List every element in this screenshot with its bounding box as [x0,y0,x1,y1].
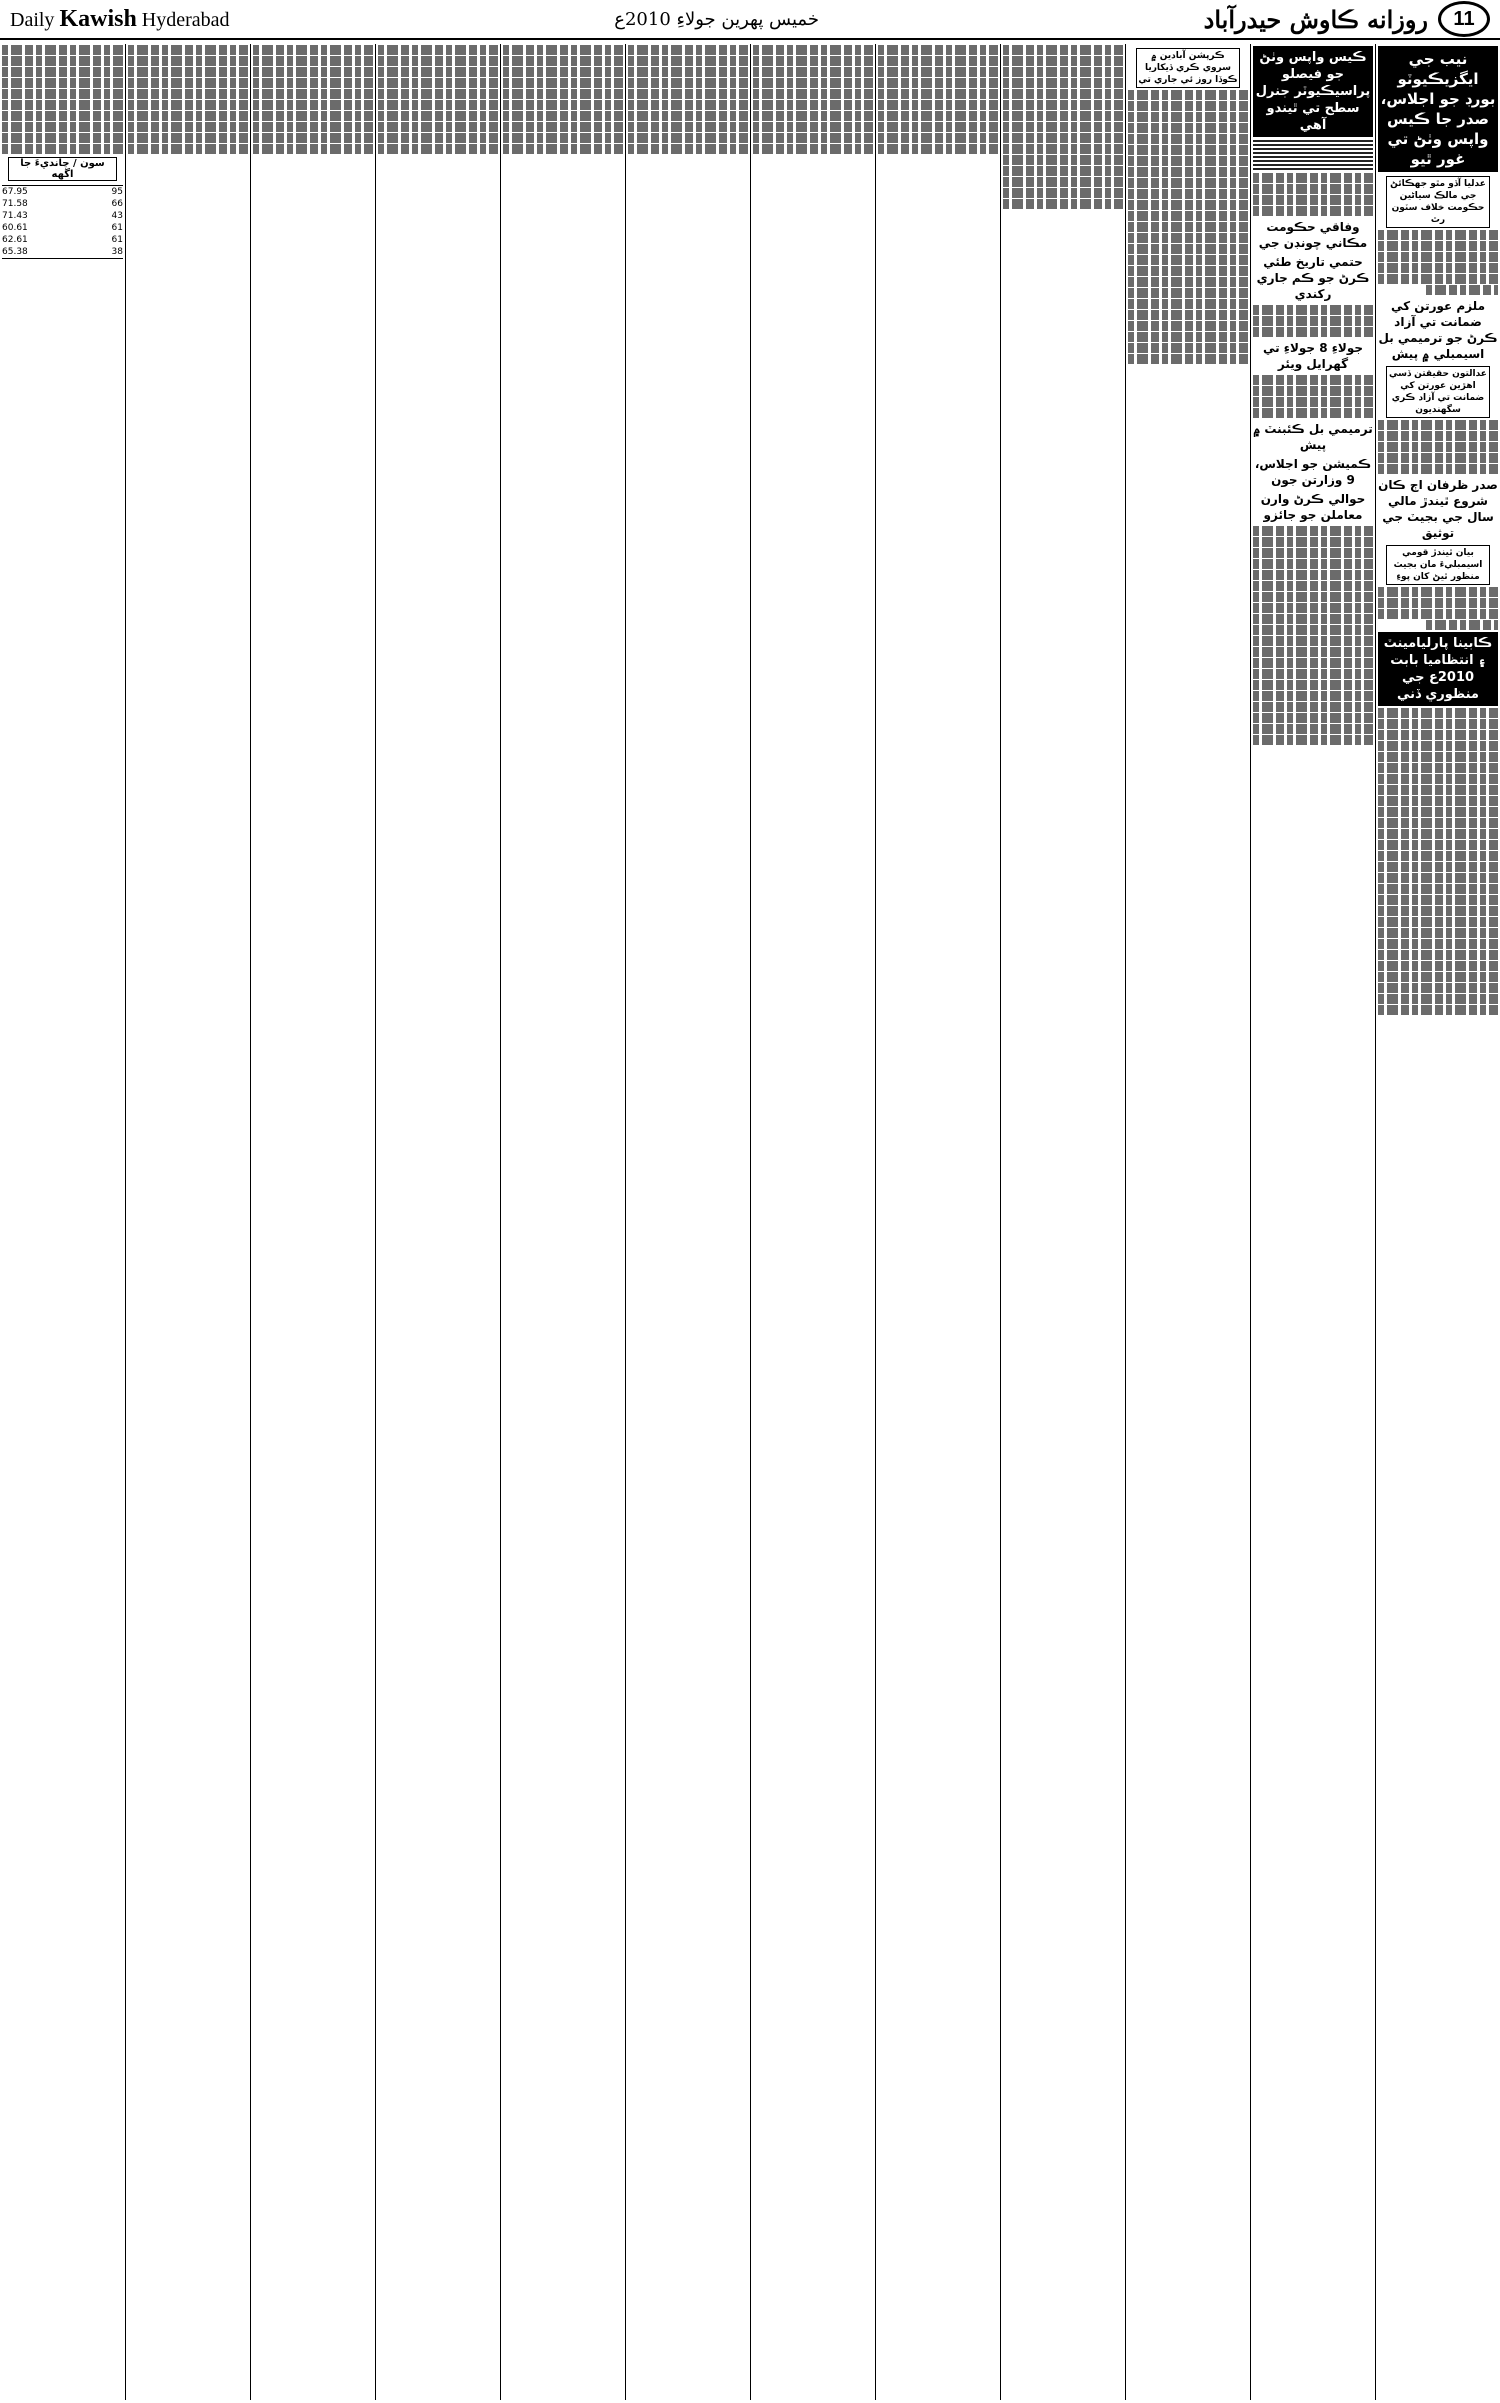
body-text [1378,994,1498,1004]
body-text [1253,680,1373,690]
column-1 [1375,44,1500,2400]
body-text [1253,316,1373,326]
body-text [2,111,123,121]
body-text [2,133,123,143]
body-text [1378,1005,1498,1015]
body-text [503,122,623,132]
body-text [253,78,373,88]
body-text [253,111,373,121]
body-text [378,133,498,143]
body-text [1128,310,1248,320]
body-text [1378,807,1498,817]
body-text [1128,134,1248,144]
body-text [1378,983,1498,993]
body-text [253,89,373,99]
rate-value: 62.61 [2,235,28,245]
body-text [753,111,873,121]
lead-headline: نيب جي ايگزيڪيوٽو بورڊ جو اجلاس، صدر جا ڪيس واپس وٺڻ تي غور ٿيو [1378,46,1498,172]
lead-kicker: عدليا آڏو مٿو جهڪائڻ جي مالڪ سياڻين حڪومت خلاف سٽون رٿ [1386,176,1490,228]
body-text [753,144,873,154]
body-text [1253,581,1373,591]
rates-table [2,185,123,259]
body-text [1128,112,1248,122]
rate-value: 95 [111,187,123,197]
body-text [1128,288,1248,298]
body-text [503,100,623,110]
body-text [1378,829,1498,839]
body-text [1003,122,1123,132]
body-text [1128,222,1248,232]
body-text [628,111,748,121]
body-text [1128,299,1248,309]
body-text [1003,67,1123,77]
body-text [1253,636,1373,646]
body-text [1378,420,1498,430]
body-text [1253,408,1373,418]
body-text [253,56,373,66]
body-text [1253,735,1373,745]
rates-title: سون / چانديءَ جا اگهه [8,157,117,181]
body-text [1378,763,1498,773]
body-text [628,122,748,132]
body-text [1128,178,1248,188]
body-text [1128,167,1248,177]
body-text [2,56,123,66]
body-text [1003,78,1123,88]
body-text [1253,570,1373,580]
body-text [1378,752,1498,762]
body-text [1378,906,1498,916]
body-text [378,67,498,77]
rate-value: 38 [111,247,123,257]
body-text [128,56,248,66]
women-bill-subhead: عدالتون حقيقتن ڏسي اهڙين عورتن کي ضمانت تي آزاد ڪري سگهنديون [1386,366,1490,418]
body-text [1128,123,1248,133]
body-text [378,45,498,55]
body-text [1378,263,1498,273]
body-text [878,45,998,55]
body-text [1253,592,1373,602]
body-text [128,67,248,77]
body-text [1378,884,1498,894]
body-text [1378,431,1498,441]
body-text [1253,184,1373,194]
body-text [1253,603,1373,613]
body-text [628,67,748,77]
body-text [1253,195,1373,205]
body-text [628,100,748,110]
body-text [253,45,373,55]
column-2 [1250,44,1375,2400]
body-text [128,100,248,110]
body-text [1378,719,1498,729]
masthead [0,0,1500,40]
body-text [378,56,498,66]
body-text [1378,895,1498,905]
body-text [503,111,623,121]
body-text [1378,917,1498,927]
body-text [878,111,998,121]
body-text [1003,144,1123,154]
body-text [378,89,498,99]
date-line: خميس پهرين جولاءِ 2010ع [614,8,819,30]
body-text [1128,321,1248,331]
body-text [1253,305,1373,315]
body-text [503,56,623,66]
body-text [503,133,623,143]
body-text [1378,252,1498,262]
body-text [1378,609,1498,619]
body-text [753,122,873,132]
body-text [1253,375,1373,385]
body-text [1253,548,1373,558]
body-text [1378,741,1498,751]
lead-subheadline: ڪيس واپس وٺڻ جو فيصلو پراسيڪيوٽر جنرل سطح تي ٿيندو آهي [1253,46,1373,137]
body-text [1253,537,1373,547]
body-text [1253,702,1373,712]
body-text [1128,266,1248,276]
body-text [128,89,248,99]
body-text [1378,774,1498,784]
body-text [1378,840,1498,850]
body-text [1003,133,1123,143]
body-text [1003,166,1123,176]
body-text [878,56,998,66]
body-text [253,144,373,154]
body-text [1003,56,1123,66]
body-text [128,133,248,143]
body-text [1378,453,1498,463]
body-text [1003,177,1123,187]
body-text [1128,354,1248,364]
masthead-daily: Daily [10,8,55,31]
rate-row [2,234,123,246]
body-text [2,78,123,88]
body-text [1378,961,1498,971]
column-3 [1125,44,1250,2400]
body-text [128,45,248,55]
body-text [1378,818,1498,828]
body-text [628,133,748,143]
body-text [1128,101,1248,111]
body-text [2,67,123,77]
body-text [1128,255,1248,265]
body-text [378,100,498,110]
body-text [1378,928,1498,938]
body-text [1253,658,1373,668]
body-text [628,144,748,154]
body-text [1253,559,1373,569]
body-text [503,89,623,99]
body-text [503,67,623,77]
masthead-city: Hyderabad [141,8,230,31]
body-text [1378,796,1498,806]
rate-value: 66 [111,199,123,209]
sindhi-name: روزانه ڪاوش حيدرآباد [1203,4,1428,34]
body-text [1426,285,1498,295]
body-text [2,89,123,99]
body-text [753,56,873,66]
body-text [2,144,123,154]
column-10 [250,44,375,2400]
body-text [2,122,123,132]
body-text [1378,274,1498,284]
body-text [753,78,873,88]
body-text [1128,90,1248,100]
body-text [128,144,248,154]
column-4 [1000,44,1125,2400]
body-text [253,67,373,77]
body-text [128,111,248,121]
body-text [1128,189,1248,199]
body-text [1128,277,1248,287]
budget-subhead: بيان ٿيندڙ قومي اسيمبليءَ مان بجيٽ منظور ٿيڻ کان پوءِ [1386,545,1490,585]
rate-value: 65.38 [2,247,28,257]
body-text [1378,939,1498,949]
body-text [1003,100,1123,110]
rate-value: 71.58 [2,199,28,209]
body-text [753,100,873,110]
body-text [2,100,123,110]
rate-row [2,210,123,222]
rate-row [2,246,123,258]
body-text [1253,691,1373,701]
body-text [1128,211,1248,221]
body-text [1378,972,1498,982]
rate-value: 60.61 [2,223,28,233]
body-text [253,133,373,143]
body-text [1253,386,1373,396]
column-7 [625,44,750,2400]
body-text [1378,464,1498,474]
body-text [378,78,498,88]
news-columns [0,44,1500,2400]
column-5 [875,44,1000,2400]
body-text [128,78,248,88]
rate-row [2,222,123,234]
column-9 [375,44,500,2400]
body-text [878,122,998,132]
body-text [878,78,998,88]
cabinet-headline: ڪابينا پارليامينٽ ۽ انتظاميا بابت 2010ع جي منظوري ڏني [1378,632,1498,706]
body-text [1128,343,1248,353]
body-text [753,89,873,99]
budget-note: ڪرپشن آبادين ۾ سروي ڪري ڏيکاريا ڪوڏا روز ئي جاري تي [1136,48,1240,88]
tribunal-headline: ترميمي بل ڪئبنٽ ۾ پيش [1253,422,1373,452]
body-text [753,45,873,55]
body-text [878,100,998,110]
budget-headline: صدر ظرفان اڄ ڪان شروع ٿيندڙ مالي سال جي بجيٽ جي توثيق [1378,478,1498,540]
english-masthead [10,6,230,33]
column-12 [0,44,125,2400]
body-text [1003,89,1123,99]
women-bill-headline: ملزم عورتن کي ضمانت تي آزاد ڪرڻ جو ترميمي بل اسيمبلي ۾ پيش [1378,299,1498,361]
body-text [253,100,373,110]
body-text [628,78,748,88]
body-text [1253,713,1373,723]
body-text [1003,45,1123,55]
page-number-badge: 11 [1438,1,1490,37]
rate-value: 61 [111,223,123,233]
column-8 [500,44,625,2400]
body-text [128,122,248,132]
body-text [378,122,498,132]
commission-headline: ڪميشن جو اجلاس، 9 وزارتن جون [1254,457,1372,487]
body-text [1253,397,1373,407]
body-text [1378,873,1498,883]
body-text [1378,730,1498,740]
body-text [378,144,498,154]
rate-row [2,186,123,198]
body-text [1253,327,1373,337]
body-text [878,144,998,154]
body-text [1378,230,1498,240]
body-text [1128,233,1248,243]
july-meeting-headline: جولاءِ 8 جولاءِ تي گهرايل ويئر [1262,341,1364,371]
body-text [878,67,998,77]
commission-subhead: حوالي ڪرڻ وارن معاملن جو جائزو [1260,492,1366,522]
body-text [1378,851,1498,861]
rate-value: 61 [111,235,123,245]
body-text [1253,526,1373,536]
body-text [503,45,623,55]
masthead-kawish: Kawish [59,5,137,32]
body-text [878,89,998,99]
body-text [1128,332,1248,342]
body-text [1378,708,1498,718]
body-text [1003,111,1123,121]
body-text [1253,669,1373,679]
body-text [1426,620,1498,630]
body-text [628,56,748,66]
body-text [1253,647,1373,657]
body-text [1253,173,1373,183]
rate-row [2,198,123,210]
body-text [628,45,748,55]
body-text [1253,206,1373,216]
body-text [1378,587,1498,597]
sindhi-masthead [1204,1,1490,37]
body-text [503,144,623,154]
rate-value: 67.95 [2,187,28,197]
body-text [378,111,498,121]
body-text [1128,145,1248,155]
body-text [1378,442,1498,452]
body-text [1378,598,1498,608]
body-text [2,45,123,55]
body-text [1378,241,1498,251]
body-text [503,78,623,88]
rate-value: 71.43 [2,211,28,221]
body-text [628,89,748,99]
fed-govt-subhead: حتمي تاريخ طئي ڪرڻ جو ڪم جاري رکندي [1256,255,1370,301]
body-text [1003,188,1123,198]
body-text [1128,156,1248,166]
body-text [878,133,998,143]
body-text [1378,862,1498,872]
body-text [1253,625,1373,635]
column-11 [125,44,250,2400]
body-text [1003,199,1123,209]
column-6 [750,44,875,2400]
body-text [753,133,873,143]
fed-govt-headline: وفاقي حڪومت مڪاني چونڊن جي [1258,220,1368,250]
body-text [253,122,373,132]
body-text [1253,614,1373,624]
body-text [1378,950,1498,960]
body-text [1253,724,1373,734]
body-text [1378,785,1498,795]
rate-value: 43 [111,211,123,221]
photo-placeholder [1253,140,1373,170]
body-text [1003,155,1123,165]
body-text [1128,244,1248,254]
body-text [753,67,873,77]
body-text [1128,200,1248,210]
